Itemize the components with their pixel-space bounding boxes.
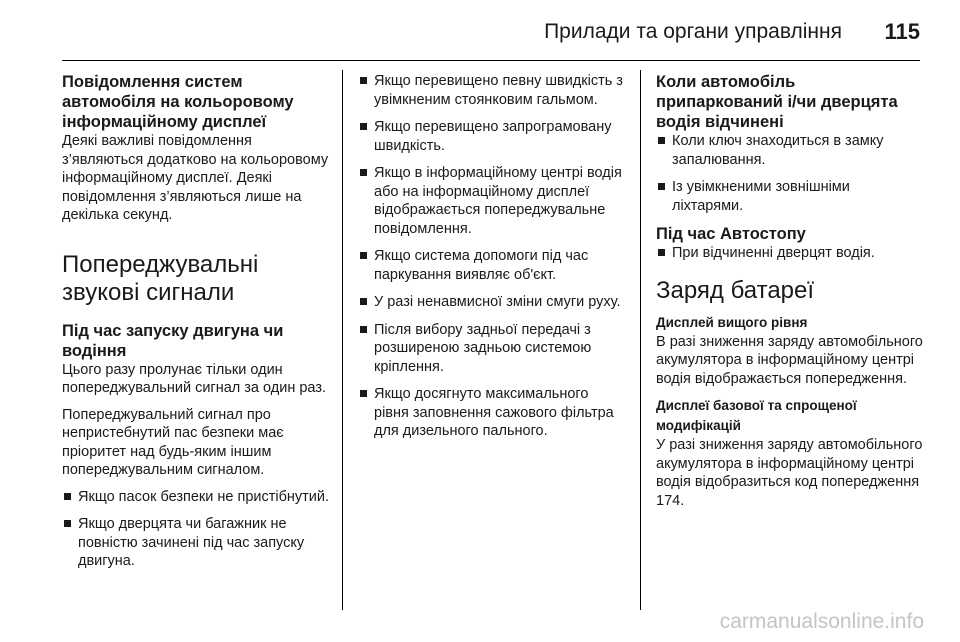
- list-item: У разі ненавмисної зміни смуги руху.: [358, 293, 626, 312]
- paragraph-one-chime: Цього разу пролунає тільки один попереджувальний сигнал за один раз.: [62, 361, 326, 396]
- bullet-list-col1: [62, 488, 330, 571]
- bullet-square-icon: [360, 169, 367, 176]
- list-item: Якщо пасок безпеки не пристібнутий.: [62, 488, 330, 507]
- bullet-square-icon: [658, 249, 665, 256]
- list-item: Якщо перевищено певну швидкість з увімкненим стоянковим гальмом.: [358, 72, 626, 109]
- bullet-list-parked: [656, 132, 924, 215]
- page-number: 115: [884, 19, 920, 44]
- list-item: Якщо досягнуто максимального рівня заповнення сажового фільтра для дизельного пального.: [358, 385, 626, 441]
- column-3: [656, 72, 924, 518]
- column-1: [62, 72, 330, 580]
- bullet-square-icon: [360, 123, 367, 130]
- bullet-square-icon: [360, 390, 367, 397]
- paragraph-seatbelt-priority: Попереджувальний сигнал про непристебнутий пас безпеки має пріоритет над будь-яким іншим попереджувальним сигналом.: [62, 406, 284, 478]
- bullet-square-icon: [64, 493, 71, 500]
- list-item: При відчиненні дверцят водія.: [656, 244, 924, 263]
- list-item: Якщо дверцята чи багажник не повністю зачинені під час запуску двигуна.: [62, 515, 330, 571]
- bullet-list-autostop: [656, 244, 924, 263]
- list-item: Із увімкненими зовнішніми ліхтарями.: [656, 178, 924, 215]
- section-title-warning-chimes: Попереджувальні звукові сигнали: [62, 250, 259, 306]
- paragraph-high-display: В разі зниження заряду автомобільного акумулятора в інформаційному центрі водія відображається попередження.: [656, 333, 923, 387]
- list-item: Після вибору задньої передачі з розширеною задньою системою кріплення.: [358, 321, 626, 377]
- bullet-square-icon: [658, 137, 665, 144]
- bullet-list-col2: [358, 72, 626, 441]
- column-divider-1: [342, 70, 343, 610]
- bullet-square-icon: [64, 520, 71, 527]
- list-item: Коли ключ знаходиться в замку запалювання.: [656, 132, 924, 169]
- subheading-high-display: Дисплей вищого рівня: [656, 314, 808, 330]
- paragraph-base-display: У разі зниження заряду автомобільного акумулятора в інформаційному центрі водія відобразиться код попередження 174.: [656, 437, 923, 509]
- bullet-square-icon: [360, 77, 367, 84]
- page-header: [0, 0, 960, 62]
- subheading-engine-start: Під час запуску двигуна чи водіння: [62, 321, 284, 360]
- bullet-square-icon: [360, 326, 367, 333]
- bullet-square-icon: [658, 183, 665, 190]
- list-item: Якщо система допомоги під час паркування виявляє об'єкт.: [358, 247, 626, 284]
- header-title: Прилади та органи управління: [544, 20, 842, 43]
- subheading-parked: Коли автомобіль припаркований і/чи дверцята водія відчинені: [656, 73, 898, 131]
- bullet-square-icon: [360, 252, 367, 259]
- subheading-autostop: Під час Автостопу: [656, 225, 806, 243]
- section-title-battery: Заряд батареї: [656, 276, 815, 304]
- column-divider-2: [640, 70, 641, 610]
- subheading-base-display: Дисплеї базової та спрощеної модифікацій: [656, 398, 857, 433]
- header-rule: [62, 60, 920, 61]
- column-2: [358, 72, 626, 450]
- list-item: Якщо перевищено запрограмовану швидкість.: [358, 118, 626, 155]
- bullet-square-icon: [360, 298, 367, 305]
- section-heading-messages: Повідомлення систем автомобіля на кольоровому інформаційному дисплеї: [62, 73, 294, 131]
- watermark: carmanualsonline.info: [719, 610, 924, 633]
- paragraph-messages: Деякі важливі повідомлення з’являються додатково на кольоровому інформаційному дисплеї. Деякі повідомлення з’являються лише на декілька секунд.: [62, 133, 329, 223]
- list-item: Якщо в інформаційному центрі водія або на інформаційному дисплеї відображається попереджувальне повідомлення.: [358, 164, 626, 238]
